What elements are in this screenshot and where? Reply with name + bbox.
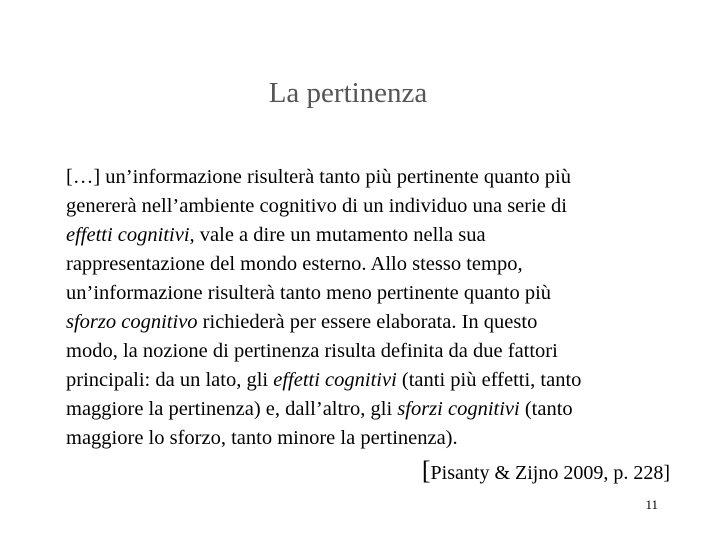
quote-text: maggiore lo sforzo, tanto minore la pertinenza).: [66, 427, 458, 449]
quote-paragraph: [66, 163, 706, 453]
quote-text: rappresentazione del mondo esterno. Allo stesso tempo,: [66, 253, 523, 275]
citation-text: Pisanty & Zijno 2009, p. 228]: [430, 462, 670, 484]
quote-line: [66, 250, 706, 279]
slide-title: La pertinenza: [268, 77, 428, 109]
page-number: 11: [645, 497, 658, 512]
emphasized-term: effetti cognitivi: [273, 369, 397, 391]
citation-open-bracket: [: [421, 456, 431, 485]
emphasized-term: effetti cognitivi: [66, 224, 190, 246]
quote-text: un’informazione risulterà tanto meno pertinente quanto più: [66, 282, 552, 304]
quote-line: [66, 308, 706, 337]
quote-line: [66, 279, 706, 308]
quote-line: [66, 163, 706, 192]
quote-line: [66, 221, 706, 250]
quote-line: [66, 337, 706, 366]
quote-text: richiederà per essere elaborata. In questo: [197, 311, 538, 333]
quote-text: principali: da un lato, gli: [66, 369, 274, 391]
quote-line: [66, 366, 706, 395]
citation: [422, 456, 670, 488]
quote-text: genererà nell’ambiente cognitivo di un individuo una serie di: [66, 195, 567, 217]
emphasized-term: sforzi cognitivi: [397, 398, 520, 420]
quote-text: , vale a dire un mutamento nella sua: [189, 224, 486, 246]
quote-text: maggiore la pertinenza) e, dall’altro, gli: [66, 398, 398, 420]
quote-text: modo, la nozione di pertinenza risulta definita da due fattori: [66, 340, 558, 362]
quote-text: (tanto: [519, 398, 573, 420]
quote-text: (tanti più effetti, tanto: [396, 369, 582, 391]
quote-line: [66, 192, 706, 221]
quote-text: […] un’informazione risulterà tanto più pertinente quanto più: [66, 166, 571, 188]
quote-line: [66, 424, 706, 453]
emphasized-term: sforzo cognitivo: [66, 311, 198, 333]
quote-line: [66, 395, 706, 424]
